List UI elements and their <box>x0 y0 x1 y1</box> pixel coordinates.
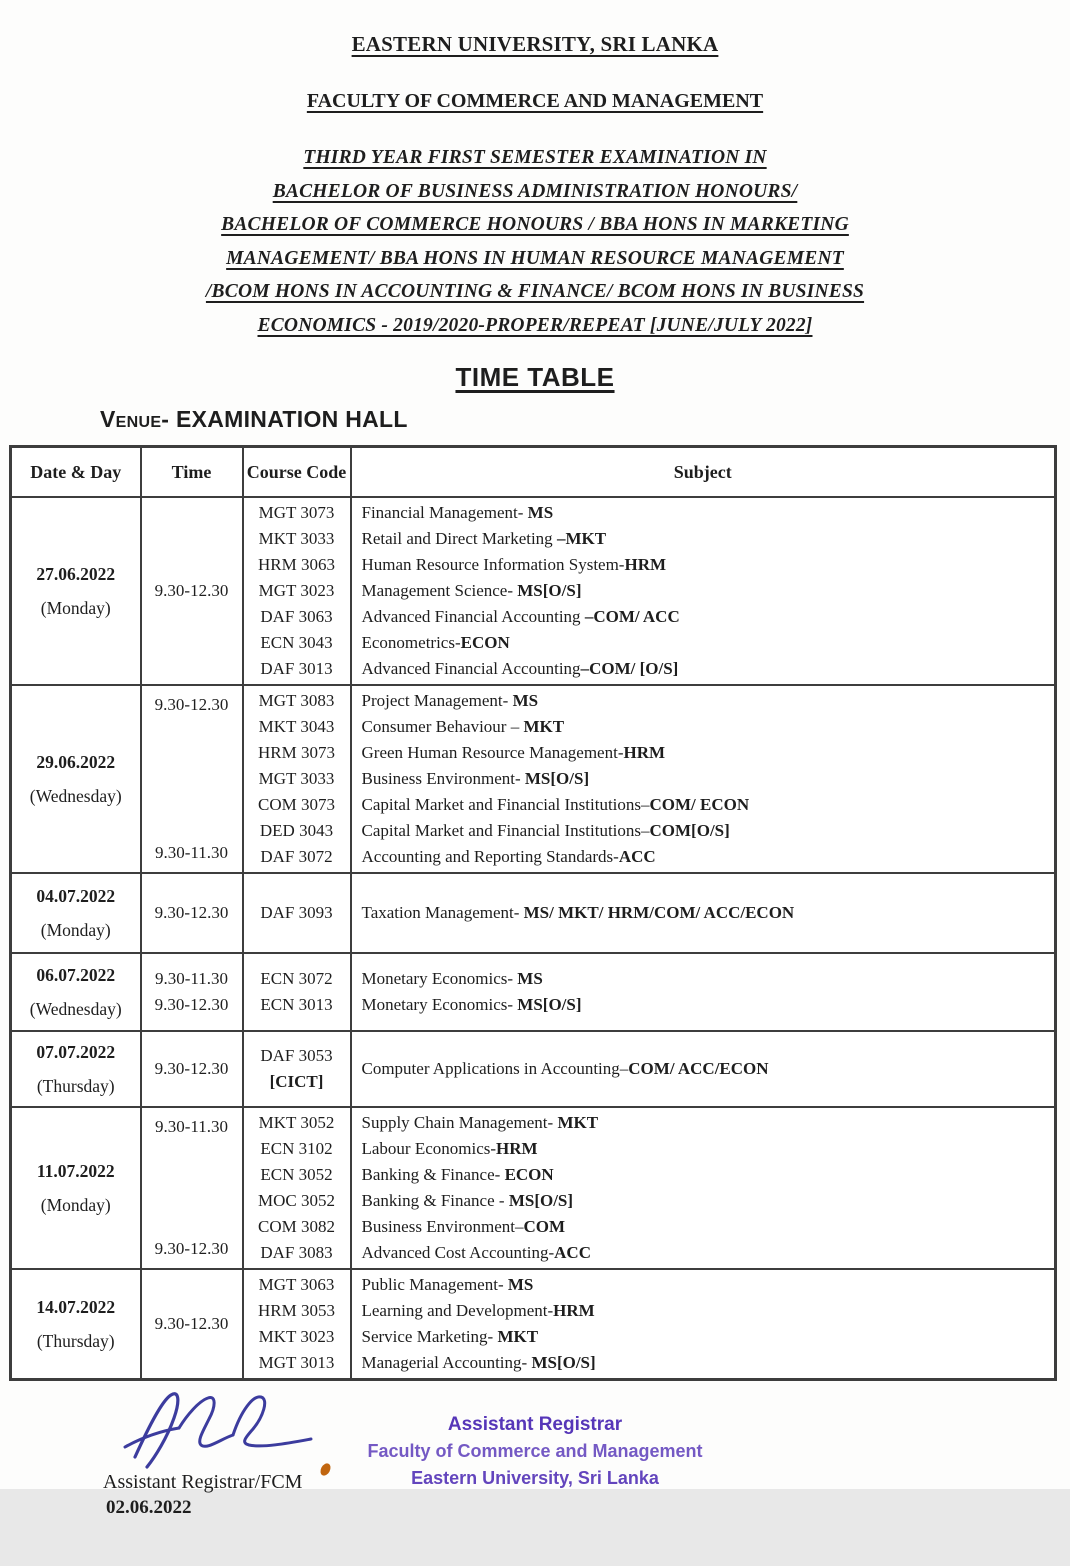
signature-strokes <box>125 1393 311 1466</box>
header-date-day: Date & Day <box>11 447 141 497</box>
stamp-line: Assistant Registrar <box>447 1413 623 1435</box>
subject-text: Retail and Direct Marketing <box>361 528 557 548</box>
subject-text: Banking & Finance - <box>361 1190 509 1210</box>
subject-text: Labour Economics- <box>361 1138 497 1158</box>
course-code: DAF 3013 <box>260 658 333 678</box>
subject-text: Advanced Financial Accounting <box>361 606 585 626</box>
subject-line <box>362 900 1053 926</box>
subject-tag: HRM <box>624 554 667 574</box>
course-code-cell <box>243 497 351 685</box>
subject-tag: COM/ ECON <box>649 794 750 814</box>
subject-text: Supply Chain Management- <box>361 1112 558 1132</box>
registrar-stamp <box>367 1411 702 1492</box>
header-course-code: Course Code <box>243 447 351 497</box>
header-subject: Subject <box>351 447 1056 497</box>
subject-line <box>362 992 1053 1018</box>
timetable-body <box>11 497 1056 1380</box>
time-cell <box>141 873 243 953</box>
exam-time: 9.30-11.30 <box>154 1116 229 1136</box>
subject-text: Monetary Economics- <box>361 994 518 1014</box>
course-code: HRM 3053 <box>258 1300 335 1320</box>
subject-line <box>362 818 1053 844</box>
signature-date: 02.06.2022 <box>106 1496 192 1518</box>
course-code: COM 3082 <box>258 1216 335 1236</box>
timetable-row <box>11 873 1056 953</box>
course-code: DAF 3083 <box>260 1242 333 1262</box>
subject-text: Monetary Economics- <box>361 968 518 988</box>
subject-line <box>362 714 1053 740</box>
course-code: DAF 3093 <box>260 902 333 922</box>
subject-tag: COM/ ACC/ECON <box>628 1058 769 1078</box>
subject-tag: ACC <box>554 1242 591 1262</box>
subject-line <box>362 1162 1053 1188</box>
time-cell <box>141 1269 243 1380</box>
exam-date: 29.06.2022 <box>36 751 116 772</box>
date-day-cell <box>11 1269 141 1380</box>
course-code: MKT 3023 <box>258 1326 335 1346</box>
subject-text: Service Marketing- <box>361 1326 498 1346</box>
subject-line <box>362 740 1053 766</box>
exam-title-line: BACHELOR OF BUSINESS ADMINISTRATION HONOURS/ <box>272 180 798 202</box>
subject-line <box>362 604 1053 630</box>
subject-text: Business Environment- <box>361 768 525 788</box>
exam-time: 9.30-12.30 <box>154 1238 229 1258</box>
subject-tag: HRM <box>496 1138 538 1158</box>
subject-tag: MS <box>507 1274 534 1294</box>
subject-text: Human Resource Information System- <box>361 554 625 574</box>
course-code-cell <box>243 1031 351 1107</box>
course-code: MKT 3033 <box>258 528 335 548</box>
signatory-name: Assistant Registrar/FCM <box>103 1470 303 1493</box>
time-cell <box>141 1031 243 1107</box>
timetable-row <box>11 1031 1056 1107</box>
exam-time: 9.30-11.30 <box>154 842 229 862</box>
subject-cell <box>351 497 1056 685</box>
subject-tag: HRM <box>553 1300 595 1320</box>
subject-tag: COM[O/S] <box>649 820 730 840</box>
venue-value: EXAMINATION HALL <box>169 406 408 432</box>
subject-tag: MS[O/S] <box>517 994 582 1014</box>
course-code: ECN 3043 <box>260 632 333 652</box>
time-values <box>142 686 242 872</box>
subject-text: Econometrics- <box>361 632 461 652</box>
course-code: HRM 3073 <box>258 742 335 762</box>
subject-text: Consumer Behaviour – <box>361 716 524 736</box>
subject-tag: MS <box>512 690 539 710</box>
time-values <box>144 966 240 1018</box>
time-values <box>144 1311 240 1337</box>
exam-time: 9.30-12.30 <box>154 994 229 1014</box>
subject-line <box>362 526 1053 552</box>
subject-tag: –MKT <box>556 528 607 548</box>
date-day-cell <box>11 497 141 685</box>
time-values <box>144 900 240 926</box>
subject-line <box>362 500 1053 526</box>
subject-line <box>362 1298 1053 1324</box>
exam-date: 06.07.2022 <box>36 964 116 985</box>
subject-line <box>362 1350 1053 1376</box>
subject-line <box>362 578 1053 604</box>
signature-icon <box>121 1391 321 1469</box>
subject-tag: MKT <box>557 1112 599 1132</box>
exam-title-line: BACHELOR OF COMMERCE HONOURS / BBA HONS IN MARKETING <box>221 214 849 235</box>
course-code: DAF 3053 <box>260 1045 333 1065</box>
date-day-cell <box>11 685 141 873</box>
subject-text: Green Human Resource Management- <box>361 742 624 762</box>
time-values <box>142 1108 242 1268</box>
subject-line <box>362 1056 1053 1082</box>
course-code: DAF 3072 <box>260 846 333 866</box>
subject-cell <box>351 953 1056 1031</box>
subject-cell <box>351 1107 1056 1269</box>
timetable-row <box>11 1269 1056 1380</box>
exam-day: (Thursday) <box>36 1075 115 1096</box>
course-code: MGT 3073 <box>258 502 335 522</box>
time-cell <box>141 953 243 1031</box>
course-code: MGT 3033 <box>258 768 335 788</box>
exam-time: 9.30-12.30 <box>154 1058 229 1078</box>
exam-date: 27.06.2022 <box>36 563 116 584</box>
venue-line <box>100 406 1070 433</box>
course-code: DAF 3063 <box>260 606 333 626</box>
time-cell <box>141 497 243 685</box>
course-code: ECN 3052 <box>260 1164 333 1184</box>
exam-day: (Thursday) <box>36 1330 115 1351</box>
subject-text: Taxation Management- <box>361 902 524 922</box>
subject-line <box>362 844 1053 870</box>
subject-cell <box>351 873 1056 953</box>
subject-line <box>362 766 1053 792</box>
time-values <box>144 578 240 604</box>
course-code: MGT 3013 <box>258 1352 335 1372</box>
time-values <box>144 1056 240 1082</box>
time-cell <box>141 1107 243 1269</box>
course-code-cell <box>243 1107 351 1269</box>
header-time: Time <box>141 447 243 497</box>
course-code: DED 3043 <box>259 820 334 840</box>
exam-time: 9.30-11.30 <box>154 968 229 988</box>
timetable-row <box>11 685 1056 873</box>
exam-time: 9.30-12.30 <box>154 1313 229 1333</box>
course-code: MGT 3063 <box>258 1274 335 1294</box>
subject-cell <box>351 1031 1056 1107</box>
subject-tag: ACC <box>618 846 656 866</box>
course-code: MGT 3083 <box>258 690 335 710</box>
exam-day: (Monday) <box>40 1194 111 1215</box>
university-title: EASTERN UNIVERSITY, SRI LANKA <box>351 32 719 56</box>
course-code: ECN 3072 <box>260 968 333 988</box>
subject-tag: MS[O/S] <box>508 1190 574 1210</box>
time-cell <box>141 685 243 873</box>
timetable <box>9 445 1057 1381</box>
course-code: MKT 3052 <box>258 1112 335 1132</box>
course-code-cell <box>243 685 351 873</box>
subject-line <box>362 1240 1053 1266</box>
exam-time: 9.30-12.30 <box>154 694 229 714</box>
course-code: COM 3073 <box>258 794 335 814</box>
subject-line <box>362 966 1053 992</box>
venue-label: Venue- <box>100 406 170 432</box>
date-day-cell <box>11 1031 141 1107</box>
subject-text: Accounting and Reporting Standards- <box>361 846 619 866</box>
subject-tag: HRM <box>623 742 666 762</box>
subject-line <box>362 552 1053 578</box>
subject-tag: MS[O/S] <box>517 580 582 600</box>
course-code: HRM 3063 <box>258 554 335 574</box>
stamp-line: Eastern University, Sri Lanka <box>411 1467 659 1488</box>
timetable-title: TIME TABLE <box>455 362 615 392</box>
date-day-cell <box>11 953 141 1031</box>
subject-text: Learning and Development- <box>361 1300 554 1320</box>
subject-line <box>362 1272 1053 1298</box>
course-code-cell <box>243 1269 351 1380</box>
signature-block <box>103 1391 321 1521</box>
course-code: MOC 3052 <box>258 1190 335 1210</box>
exam-day: (Wednesday) <box>29 785 122 806</box>
exam-day: (Monday) <box>40 597 111 618</box>
course-code: ECN 3102 <box>260 1138 333 1158</box>
subject-tag: MS[O/S] <box>524 768 590 788</box>
subject-text: Management Science- <box>361 580 518 600</box>
exam-date: 11.07.2022 <box>36 1160 115 1181</box>
exam-title-line: THIRD YEAR FIRST SEMESTER EXAMINATION IN <box>303 147 767 168</box>
exam-day: (Wednesday) <box>29 998 122 1019</box>
course-code-cell <box>243 953 351 1031</box>
subject-tag: MKT <box>497 1326 539 1346</box>
exam-title-line: /BCOM HONS IN ACCOUNTING & FINANCE/ BCOM HONS IN BUSINESS <box>205 281 865 302</box>
subject-tag: COM <box>523 1216 566 1236</box>
exam-date: 07.07.2022 <box>36 1041 116 1062</box>
timetable-row <box>11 953 1056 1031</box>
subject-tag: MS <box>517 968 543 988</box>
course-code-cell <box>243 873 351 953</box>
subject-line <box>362 1136 1053 1162</box>
subject-line <box>362 688 1053 714</box>
subject-text: Business Environment– <box>361 1216 524 1236</box>
subject-line <box>362 792 1053 818</box>
course-code: ECN 3013 <box>260 994 333 1014</box>
subject-tag: ECON <box>460 632 510 652</box>
exam-title <box>0 141 1070 342</box>
exam-date: 04.07.2022 <box>36 885 116 906</box>
exam-date: 14.07.2022 <box>36 1296 116 1317</box>
subject-tag: –COM/ ACC <box>584 606 680 626</box>
subject-text: Managerial Accounting- <box>361 1352 532 1372</box>
course-code: MKT 3043 <box>258 716 335 736</box>
subject-text: Banking & Finance- <box>361 1164 505 1184</box>
exam-time: 9.30-12.30 <box>154 580 229 600</box>
exam-day: (Monday) <box>40 919 111 940</box>
subject-text: Project Management- <box>361 690 513 710</box>
timetable-head <box>11 447 1056 497</box>
subject-line <box>362 1110 1053 1136</box>
subject-text: Public Management- <box>361 1274 508 1294</box>
subject-tag: MS[O/S] <box>531 1352 596 1372</box>
date-day-cell <box>11 873 141 953</box>
subject-text: Capital Market and Financial Institutions– <box>361 820 650 840</box>
date-day-cell <box>11 1107 141 1269</box>
subject-line <box>362 1188 1053 1214</box>
subject-tag: MS/ MKT/ HRM/COM/ ACC/ECON <box>523 902 795 922</box>
exam-time: 9.30-12.30 <box>154 902 229 922</box>
subject-line <box>362 656 1053 682</box>
subject-text: Capital Market and Financial Institutions– <box>361 794 650 814</box>
stamp-line: Faculty of Commerce and Management <box>367 1440 703 1461</box>
exam-title-line: MANAGEMENT/ BBA HONS IN HUMAN RESOURCE MANAGEMENT <box>226 247 844 269</box>
subject-text: Computer Applications in Accounting– <box>361 1058 629 1078</box>
course-code: MGT 3023 <box>258 580 335 600</box>
subject-text: Financial Management- <box>361 502 528 522</box>
subject-line <box>362 1214 1053 1240</box>
subject-line <box>362 630 1053 656</box>
timetable-row <box>11 1107 1056 1269</box>
timetable-row <box>11 497 1056 685</box>
exam-title-line: ECONOMICS - 2019/2020-PROPER/REPEAT [JUNE/JULY 2022] <box>257 314 813 336</box>
subject-cell <box>351 685 1056 873</box>
faculty-title: FACULTY OF COMMERCE AND MANAGEMENT <box>306 90 764 112</box>
subject-tag: –COM/ [O/S] <box>580 658 679 678</box>
subject-cell <box>351 1269 1056 1380</box>
subject-text: Advanced Financial Accounting <box>361 658 581 678</box>
subject-text: Advanced Cost Accounting- <box>361 1242 555 1262</box>
subject-tag: MS <box>527 502 554 522</box>
document-header <box>0 32 1070 342</box>
subject-tag: MKT <box>523 716 565 736</box>
document-footer <box>0 1391 1070 1566</box>
course-code-note: [CICT] <box>269 1071 324 1091</box>
subject-tag: ECON <box>504 1164 554 1184</box>
subject-line <box>362 1324 1053 1350</box>
header-row <box>11 447 1056 497</box>
